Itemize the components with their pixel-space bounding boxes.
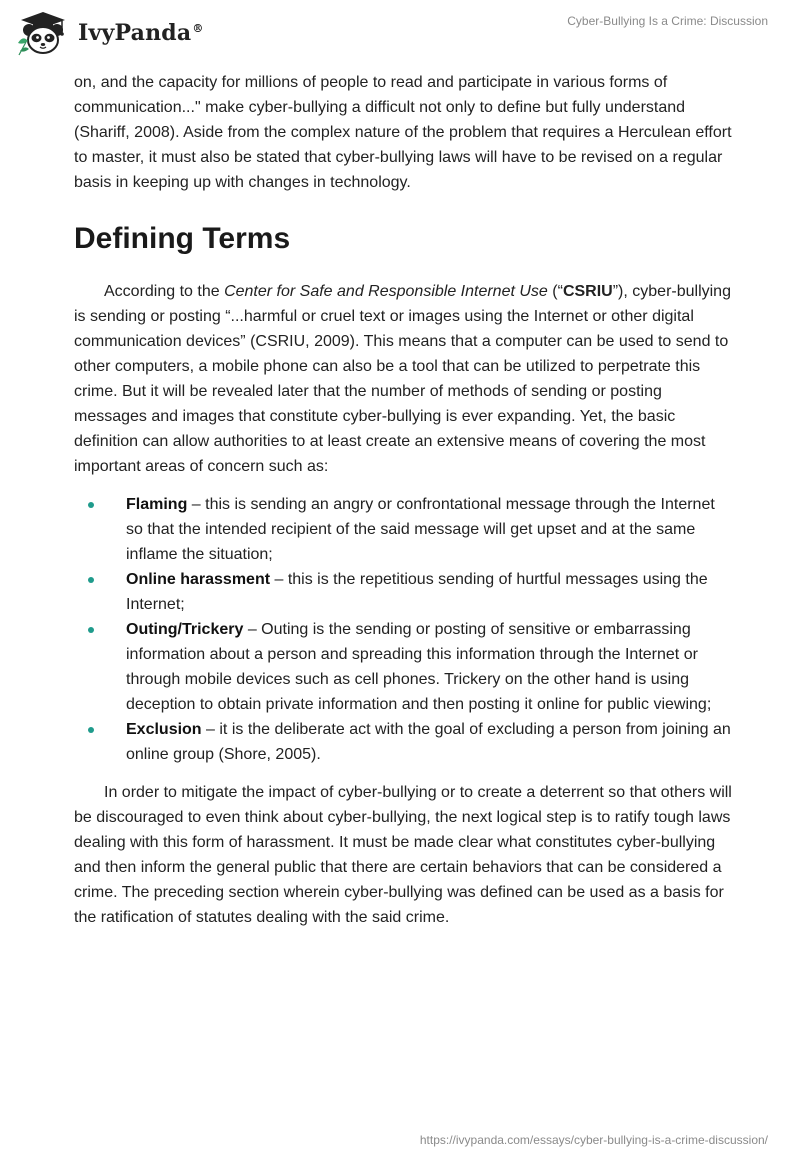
list-item — [74, 567, 734, 617]
definition-list — [74, 492, 734, 767]
closing-paragraph: In order to mitigate the impact of cyber-bullying or to create a deterrent so that others will be discouraged to even think about cyber-bullying, the next logical step is to ratify tough laws dealing with this form of harassment. It must be made clear what constitutes cyber-bullying and then inform the general public that there are certain behaviors that can be considered a crime. The preceding section wherein cyber-bullying was defined can be used as a basis for the ratification of statutes dealing with the said crime. — [74, 784, 732, 926]
list-item — [74, 617, 734, 717]
list-term: Online harassment — [126, 571, 271, 588]
source-url[interactable]: https://ivypanda.com/essays/cyber-bullying-is-a-crime-discussion/ — [419, 1133, 768, 1147]
list-text: – it is the deliberate act with the goal of excluding a person from joining an online group (Shore, 2005). — [126, 721, 731, 763]
brand-name: IvyPanda® — [78, 20, 204, 46]
bullet-icon — [88, 502, 94, 508]
list-item — [74, 492, 734, 567]
essay-content — [74, 70, 734, 930]
bullet-icon — [88, 577, 94, 583]
list-term: Outing/Trickery — [126, 621, 244, 638]
document-title: Cyber-Bullying Is a Crime: Discussion — [567, 14, 768, 28]
section-heading: Defining Terms — [74, 222, 291, 255]
source-abbreviation: CSRIU — [562, 283, 613, 300]
list-term: Flaming — [126, 496, 188, 513]
list-text: – this is the repetitious sending of hurtful messages using the Internet; — [126, 571, 708, 613]
list-item — [74, 717, 734, 767]
list-term: Exclusion — [126, 721, 202, 738]
page-header — [0, 0, 800, 72]
panda-logo-icon — [14, 9, 72, 57]
source-name: Center for Safe and Responsible Internet Use — [224, 283, 548, 300]
list-text: – Outing is the sending or posting of sensitive or embarrassing information about a person and spreading this information through the Internet or through mobile devices such as cell phones. Trickery on the other hand is using deception to obtain private information and then posting it online for public viewing; — [126, 621, 712, 713]
bullet-icon — [88, 727, 94, 733]
intro-paragraph: on, and the capacity for millions of people to read and participate in various forms of communication..." make cyber-bullying a difficult not only to define but fully understand (Shariff, 2008). Aside from the complex nature of the problem that requires a Herculean effort to master, it must also be stated that cyber-bullying laws will have to be revised on a regular basis in keeping up with changes in technology. — [74, 74, 732, 191]
brand-logo[interactable] — [14, 8, 204, 58]
definition-paragraph: According to the Center for Safe and Responsible Internet Use (“CSRIU”), cyber-bullying is sending or posting “...harmful or cruel text or images using the Internet or other digital communication devices” (CSRIU, 2009). This means that a computer can be used to send to other computers, a mobile phone can also be a tool that can be utilized to perpetrate this crime. But it will be revealed later that the number of methods of sending or posting messages and images that constitute cyber-bullying is ever expanding. Yet, the basic definition can allow authorities to at least create an extensive means of covering the most important areas of concern such as: — [74, 283, 731, 475]
bullet-icon — [88, 627, 94, 633]
list-text: – this is sending an angry or confrontational message through the Internet so that the intended recipient of the said message will get upset and at the same inflame the situation; — [126, 496, 715, 563]
